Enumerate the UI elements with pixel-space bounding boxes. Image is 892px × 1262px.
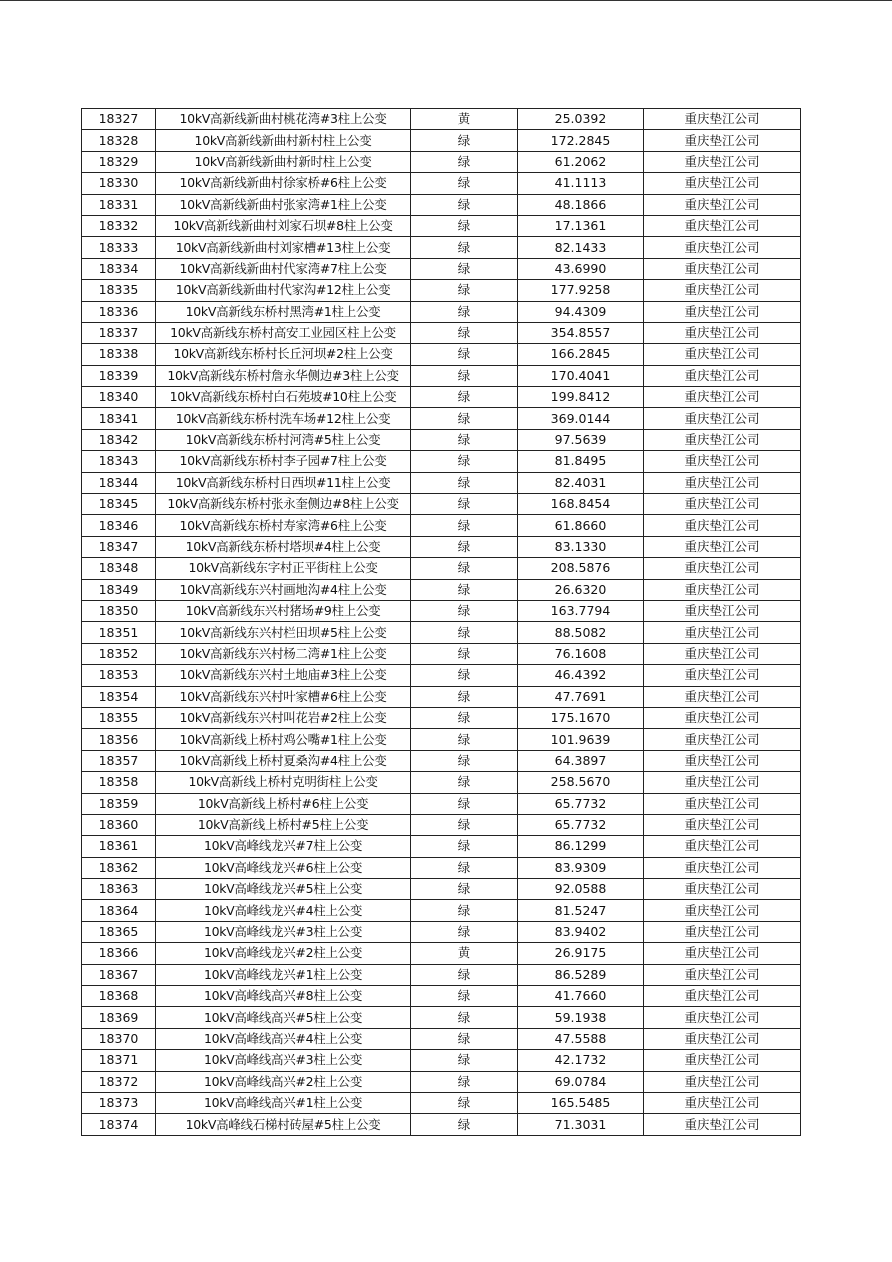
table-row <box>82 1114 801 1135</box>
load-value-cell: 71.3031 <box>518 1114 644 1135</box>
table-row <box>82 344 801 365</box>
transformer-name-cell: 10kV高峰线高兴#1柱上公变 <box>156 1092 411 1113</box>
transformer-name-cell: 10kV高新线东桥村黑湾#1柱上公变 <box>156 301 411 322</box>
status-color-cell: 绿 <box>411 921 518 942</box>
transformer-table <box>81 108 801 1136</box>
load-value-cell: 82.1433 <box>518 237 644 258</box>
company-cell: 重庆垫江公司 <box>644 151 801 172</box>
company-cell: 重庆垫江公司 <box>644 130 801 151</box>
transformer-name-cell: 10kV高新线东字村正平街柱上公变 <box>156 558 411 579</box>
status-color-cell: 绿 <box>411 365 518 386</box>
status-color-cell: 绿 <box>411 237 518 258</box>
load-value-cell: 64.3897 <box>518 750 644 771</box>
transformer-name-cell: 10kV高新线东桥村塔坝#4柱上公变 <box>156 536 411 557</box>
row-id-cell: 18350 <box>82 600 156 621</box>
row-id-cell: 18344 <box>82 472 156 493</box>
company-cell: 重庆垫江公司 <box>644 643 801 664</box>
status-color-cell: 绿 <box>411 600 518 621</box>
company-cell: 重庆垫江公司 <box>644 921 801 942</box>
load-value-cell: 165.5485 <box>518 1092 644 1113</box>
row-id-cell: 18362 <box>82 857 156 878</box>
load-value-cell: 166.2845 <box>518 344 644 365</box>
status-color-cell: 绿 <box>411 1114 518 1135</box>
table-row <box>82 643 801 664</box>
company-cell: 重庆垫江公司 <box>644 1050 801 1071</box>
status-color-cell: 绿 <box>411 643 518 664</box>
status-color-cell: 绿 <box>411 686 518 707</box>
status-color-cell: 绿 <box>411 665 518 686</box>
status-color-cell: 绿 <box>411 387 518 408</box>
row-id-cell: 18363 <box>82 879 156 900</box>
load-value-cell: 81.8495 <box>518 451 644 472</box>
status-color-cell: 绿 <box>411 536 518 557</box>
row-id-cell: 18338 <box>82 344 156 365</box>
transformer-name-cell: 10kV高峰线高兴#3柱上公变 <box>156 1050 411 1071</box>
table-row <box>82 729 801 750</box>
table-row <box>82 1071 801 1092</box>
table-row <box>82 451 801 472</box>
transformer-name-cell: 10kV高峰线龙兴#2柱上公变 <box>156 943 411 964</box>
row-id-cell: 18351 <box>82 622 156 643</box>
load-value-cell: 175.1670 <box>518 707 644 728</box>
transformer-name-cell: 10kV高新线上桥村克明街柱上公变 <box>156 772 411 793</box>
company-cell: 重庆垫江公司 <box>644 750 801 771</box>
company-cell: 重庆垫江公司 <box>644 515 801 536</box>
row-id-cell: 18361 <box>82 836 156 857</box>
load-value-cell: 369.0144 <box>518 408 644 429</box>
row-id-cell: 18346 <box>82 515 156 536</box>
table-row <box>82 194 801 215</box>
table-row <box>82 921 801 942</box>
load-value-cell: 41.1113 <box>518 173 644 194</box>
transformer-name-cell: 10kV高新线东兴村叶家槽#6柱上公变 <box>156 686 411 707</box>
row-id-cell: 18367 <box>82 964 156 985</box>
company-cell: 重庆垫江公司 <box>644 772 801 793</box>
company-cell: 重庆垫江公司 <box>644 429 801 450</box>
transformer-name-cell: 10kV高新线东兴村画地沟#4柱上公变 <box>156 579 411 600</box>
transformer-name-cell: 10kV高新线东兴村杨二湾#1柱上公变 <box>156 643 411 664</box>
load-value-cell: 17.1361 <box>518 215 644 236</box>
company-cell: 重庆垫江公司 <box>644 729 801 750</box>
transformer-name-cell: 10kV高新线上桥村鸡公嘴#1柱上公变 <box>156 729 411 750</box>
transformer-name-cell: 10kV高新线东兴村土地庙#3柱上公变 <box>156 665 411 686</box>
company-cell: 重庆垫江公司 <box>644 472 801 493</box>
company-cell: 重庆垫江公司 <box>644 258 801 279</box>
table-row <box>82 280 801 301</box>
load-value-cell: 48.1866 <box>518 194 644 215</box>
transformer-name-cell: 10kV高新线东兴村猪场#9柱上公变 <box>156 600 411 621</box>
transformer-name-cell: 10kV高峰线石梯村砖屋#5柱上公变 <box>156 1114 411 1135</box>
load-value-cell: 26.9175 <box>518 943 644 964</box>
transformer-name-cell: 10kV高新线新曲村新村柱上公变 <box>156 130 411 151</box>
row-id-cell: 18349 <box>82 579 156 600</box>
row-id-cell: 18371 <box>82 1050 156 1071</box>
company-cell: 重庆垫江公司 <box>644 451 801 472</box>
status-color-cell: 黄 <box>411 943 518 964</box>
status-color-cell: 绿 <box>411 793 518 814</box>
status-color-cell: 绿 <box>411 1092 518 1113</box>
table-row <box>82 494 801 515</box>
row-id-cell: 18335 <box>82 280 156 301</box>
status-color-cell: 绿 <box>411 772 518 793</box>
row-id-cell: 18358 <box>82 772 156 793</box>
company-cell: 重庆垫江公司 <box>644 964 801 985</box>
load-value-cell: 65.7732 <box>518 814 644 835</box>
table-row <box>82 686 801 707</box>
table-row <box>82 109 801 130</box>
status-color-cell: 绿 <box>411 194 518 215</box>
status-color-cell: 绿 <box>411 1028 518 1049</box>
status-color-cell: 绿 <box>411 964 518 985</box>
row-id-cell: 18332 <box>82 215 156 236</box>
table-row <box>82 515 801 536</box>
status-color-cell: 绿 <box>411 151 518 172</box>
load-value-cell: 170.4041 <box>518 365 644 386</box>
table-row <box>82 215 801 236</box>
transformer-name-cell: 10kV高新线东桥村高安工业园区柱上公变 <box>156 322 411 343</box>
status-color-cell: 绿 <box>411 258 518 279</box>
status-color-cell: 绿 <box>411 472 518 493</box>
transformer-name-cell: 10kV高峰线龙兴#5柱上公变 <box>156 879 411 900</box>
transformer-name-cell: 10kV高新线东桥村詹永华侧边#3柱上公变 <box>156 365 411 386</box>
status-color-cell: 绿 <box>411 215 518 236</box>
status-color-cell: 绿 <box>411 879 518 900</box>
transformer-name-cell: 10kV高新线东桥村张永奎侧边#8柱上公变 <box>156 494 411 515</box>
status-color-cell: 绿 <box>411 408 518 429</box>
status-color-cell: 绿 <box>411 515 518 536</box>
status-color-cell: 绿 <box>411 1071 518 1092</box>
transformer-name-cell: 10kV高新线上桥村#6柱上公变 <box>156 793 411 814</box>
load-value-cell: 168.8454 <box>518 494 644 515</box>
row-id-cell: 18339 <box>82 365 156 386</box>
status-color-cell: 绿 <box>411 301 518 322</box>
table-row <box>82 301 801 322</box>
load-value-cell: 46.4392 <box>518 665 644 686</box>
row-id-cell: 18329 <box>82 151 156 172</box>
table-row <box>82 429 801 450</box>
company-cell: 重庆垫江公司 <box>644 793 801 814</box>
load-value-cell: 86.1299 <box>518 836 644 857</box>
table-row <box>82 836 801 857</box>
transformer-name-cell: 10kV高峰线龙兴#3柱上公变 <box>156 921 411 942</box>
transformer-name-cell: 10kV高新线新曲村张家湾#1柱上公变 <box>156 194 411 215</box>
company-cell: 重庆垫江公司 <box>644 1007 801 1028</box>
company-cell: 重庆垫江公司 <box>644 173 801 194</box>
load-value-cell: 41.7660 <box>518 986 644 1007</box>
row-id-cell: 18359 <box>82 793 156 814</box>
status-color-cell: 绿 <box>411 1050 518 1071</box>
row-id-cell: 18337 <box>82 322 156 343</box>
table-row <box>82 707 801 728</box>
row-id-cell: 18372 <box>82 1071 156 1092</box>
table-row <box>82 173 801 194</box>
table-row <box>82 387 801 408</box>
transformer-name-cell: 10kV高新线东桥村李子园#7柱上公变 <box>156 451 411 472</box>
company-cell: 重庆垫江公司 <box>644 558 801 579</box>
row-id-cell: 18330 <box>82 173 156 194</box>
transformer-name-cell: 10kV高新线上桥村夏桑沟#4柱上公变 <box>156 750 411 771</box>
transformer-name-cell: 10kV高新线东兴村栏田坝#5柱上公变 <box>156 622 411 643</box>
status-color-cell: 绿 <box>411 451 518 472</box>
transformer-name-cell: 10kV高峰线龙兴#6柱上公变 <box>156 857 411 878</box>
row-id-cell: 18357 <box>82 750 156 771</box>
company-cell: 重庆垫江公司 <box>644 1028 801 1049</box>
transformer-name-cell: 10kV高新线上桥村#5柱上公变 <box>156 814 411 835</box>
status-color-cell: 绿 <box>411 729 518 750</box>
row-id-cell: 18327 <box>82 109 156 130</box>
row-id-cell: 18343 <box>82 451 156 472</box>
company-cell: 重庆垫江公司 <box>644 686 801 707</box>
status-color-cell: 绿 <box>411 579 518 600</box>
transformer-name-cell: 10kV高峰线龙兴#4柱上公变 <box>156 900 411 921</box>
load-value-cell: 42.1732 <box>518 1050 644 1071</box>
table-row <box>82 900 801 921</box>
status-color-cell: 黄 <box>411 109 518 130</box>
row-id-cell: 18353 <box>82 665 156 686</box>
table-row <box>82 258 801 279</box>
row-id-cell: 18360 <box>82 814 156 835</box>
load-value-cell: 59.1938 <box>518 1007 644 1028</box>
company-cell: 重庆垫江公司 <box>644 387 801 408</box>
load-value-cell: 65.7732 <box>518 793 644 814</box>
transformer-name-cell: 10kV高峰线高兴#2柱上公变 <box>156 1071 411 1092</box>
page-top-border <box>0 0 892 1</box>
load-value-cell: 208.5876 <box>518 558 644 579</box>
transformer-name-cell: 10kV高新线东桥村日西坝#11柱上公变 <box>156 472 411 493</box>
row-id-cell: 18374 <box>82 1114 156 1135</box>
status-color-cell: 绿 <box>411 280 518 301</box>
row-id-cell: 18340 <box>82 387 156 408</box>
table-row <box>82 130 801 151</box>
transformer-name-cell: 10kV高新线新曲村代家沟#12柱上公变 <box>156 280 411 301</box>
row-id-cell: 18355 <box>82 707 156 728</box>
company-cell: 重庆垫江公司 <box>644 707 801 728</box>
company-cell: 重庆垫江公司 <box>644 109 801 130</box>
company-cell: 重庆垫江公司 <box>644 1114 801 1135</box>
transformer-name-cell: 10kV高新线东桥村寿家湾#6柱上公变 <box>156 515 411 536</box>
company-cell: 重庆垫江公司 <box>644 857 801 878</box>
transformer-name-cell: 10kV高新线东桥村河湾#5柱上公变 <box>156 429 411 450</box>
company-cell: 重庆垫江公司 <box>644 301 801 322</box>
table-row <box>82 1092 801 1113</box>
status-color-cell: 绿 <box>411 900 518 921</box>
status-color-cell: 绿 <box>411 857 518 878</box>
row-id-cell: 18331 <box>82 194 156 215</box>
table-row <box>82 237 801 258</box>
row-id-cell: 18341 <box>82 408 156 429</box>
status-color-cell: 绿 <box>411 750 518 771</box>
company-cell: 重庆垫江公司 <box>644 900 801 921</box>
transformer-name-cell: 10kV高新线新曲村徐家桥#6柱上公变 <box>156 173 411 194</box>
row-id-cell: 18334 <box>82 258 156 279</box>
status-color-cell: 绿 <box>411 836 518 857</box>
transformer-name-cell: 10kV高峰线龙兴#1柱上公变 <box>156 964 411 985</box>
load-value-cell: 69.0784 <box>518 1071 644 1092</box>
load-value-cell: 92.0588 <box>518 879 644 900</box>
row-id-cell: 18336 <box>82 301 156 322</box>
status-color-cell: 绿 <box>411 622 518 643</box>
load-value-cell: 81.5247 <box>518 900 644 921</box>
table-row <box>82 365 801 386</box>
load-value-cell: 94.4309 <box>518 301 644 322</box>
transformer-name-cell: 10kV高峰线高兴#5柱上公变 <box>156 1007 411 1028</box>
row-id-cell: 18373 <box>82 1092 156 1113</box>
company-cell: 重庆垫江公司 <box>644 665 801 686</box>
company-cell: 重庆垫江公司 <box>644 536 801 557</box>
row-id-cell: 18347 <box>82 536 156 557</box>
load-value-cell: 83.9402 <box>518 921 644 942</box>
company-cell: 重庆垫江公司 <box>644 1092 801 1113</box>
table-row <box>82 322 801 343</box>
load-value-cell: 47.5588 <box>518 1028 644 1049</box>
row-id-cell: 18352 <box>82 643 156 664</box>
company-cell: 重庆垫江公司 <box>644 836 801 857</box>
status-color-cell: 绿 <box>411 558 518 579</box>
table-row <box>82 151 801 172</box>
table-row <box>82 964 801 985</box>
load-value-cell: 47.7691 <box>518 686 644 707</box>
status-color-cell: 绿 <box>411 986 518 1007</box>
table-row <box>82 772 801 793</box>
load-value-cell: 83.9309 <box>518 857 644 878</box>
row-id-cell: 18370 <box>82 1028 156 1049</box>
transformer-name-cell: 10kV高新线新曲村新时柱上公变 <box>156 151 411 172</box>
company-cell: 重庆垫江公司 <box>644 215 801 236</box>
status-color-cell: 绿 <box>411 494 518 515</box>
status-color-cell: 绿 <box>411 1007 518 1028</box>
status-color-cell: 绿 <box>411 322 518 343</box>
row-id-cell: 18328 <box>82 130 156 151</box>
company-cell: 重庆垫江公司 <box>644 344 801 365</box>
load-value-cell: 86.5289 <box>518 964 644 985</box>
load-value-cell: 354.8557 <box>518 322 644 343</box>
transformer-name-cell: 10kV高新线新曲村代家湾#7柱上公变 <box>156 258 411 279</box>
row-id-cell: 18354 <box>82 686 156 707</box>
load-value-cell: 177.9258 <box>518 280 644 301</box>
row-id-cell: 18364 <box>82 900 156 921</box>
transformer-name-cell: 10kV高新线东桥村白石苑坡#10柱上公变 <box>156 387 411 408</box>
status-color-cell: 绿 <box>411 707 518 728</box>
transformer-name-cell: 10kV高新线新曲村刘家石坝#8柱上公变 <box>156 215 411 236</box>
transformer-name-cell: 10kV高峰线龙兴#7柱上公变 <box>156 836 411 857</box>
company-cell: 重庆垫江公司 <box>644 814 801 835</box>
load-value-cell: 26.6320 <box>518 579 644 600</box>
row-id-cell: 18369 <box>82 1007 156 1028</box>
row-id-cell: 18342 <box>82 429 156 450</box>
status-color-cell: 绿 <box>411 344 518 365</box>
load-value-cell: 25.0392 <box>518 109 644 130</box>
load-value-cell: 88.5082 <box>518 622 644 643</box>
transformer-name-cell: 10kV高新线东兴村叫花岩#2柱上公变 <box>156 707 411 728</box>
table-row <box>82 1050 801 1071</box>
load-value-cell: 43.6990 <box>518 258 644 279</box>
load-value-cell: 101.9639 <box>518 729 644 750</box>
status-color-cell: 绿 <box>411 429 518 450</box>
load-value-cell: 83.1330 <box>518 536 644 557</box>
transformer-name-cell: 10kV高新线东桥村洗车场#12柱上公变 <box>156 408 411 429</box>
table-row <box>82 793 801 814</box>
load-value-cell: 172.2845 <box>518 130 644 151</box>
company-cell: 重庆垫江公司 <box>644 943 801 964</box>
row-id-cell: 18348 <box>82 558 156 579</box>
company-cell: 重庆垫江公司 <box>644 600 801 621</box>
table-row <box>82 558 801 579</box>
table-row <box>82 1007 801 1028</box>
row-id-cell: 18345 <box>82 494 156 515</box>
table-row <box>82 1028 801 1049</box>
load-value-cell: 163.7794 <box>518 600 644 621</box>
load-value-cell: 61.2062 <box>518 151 644 172</box>
row-id-cell: 18365 <box>82 921 156 942</box>
status-color-cell: 绿 <box>411 814 518 835</box>
row-id-cell: 18368 <box>82 986 156 1007</box>
transformer-name-cell: 10kV高峰线高兴#8柱上公变 <box>156 986 411 1007</box>
table-row <box>82 536 801 557</box>
company-cell: 重庆垫江公司 <box>644 579 801 600</box>
table-row <box>82 857 801 878</box>
row-id-cell: 18356 <box>82 729 156 750</box>
company-cell: 重庆垫江公司 <box>644 986 801 1007</box>
load-value-cell: 76.1608 <box>518 643 644 664</box>
company-cell: 重庆垫江公司 <box>644 1071 801 1092</box>
table-row <box>82 814 801 835</box>
table-row <box>82 472 801 493</box>
company-cell: 重庆垫江公司 <box>644 365 801 386</box>
table-row <box>82 986 801 1007</box>
table-body <box>82 109 801 1136</box>
table-row <box>82 750 801 771</box>
transformer-name-cell: 10kV高新线东桥村长丘河坝#2柱上公变 <box>156 344 411 365</box>
load-value-cell: 258.5670 <box>518 772 644 793</box>
transformer-name-cell: 10kV高新线新曲村桃花湾#3柱上公变 <box>156 109 411 130</box>
company-cell: 重庆垫江公司 <box>644 494 801 515</box>
table-row <box>82 943 801 964</box>
company-cell: 重庆垫江公司 <box>644 194 801 215</box>
company-cell: 重庆垫江公司 <box>644 322 801 343</box>
transformer-name-cell: 10kV高峰线高兴#4柱上公变 <box>156 1028 411 1049</box>
company-cell: 重庆垫江公司 <box>644 622 801 643</box>
load-value-cell: 199.8412 <box>518 387 644 408</box>
table-row <box>82 879 801 900</box>
load-value-cell: 82.4031 <box>518 472 644 493</box>
status-color-cell: 绿 <box>411 173 518 194</box>
load-value-cell: 61.8660 <box>518 515 644 536</box>
table-row <box>82 665 801 686</box>
table-row <box>82 579 801 600</box>
company-cell: 重庆垫江公司 <box>644 879 801 900</box>
status-color-cell: 绿 <box>411 130 518 151</box>
row-id-cell: 18333 <box>82 237 156 258</box>
table-row <box>82 622 801 643</box>
company-cell: 重庆垫江公司 <box>644 280 801 301</box>
table-row <box>82 600 801 621</box>
row-id-cell: 18366 <box>82 943 156 964</box>
company-cell: 重庆垫江公司 <box>644 237 801 258</box>
table-row <box>82 408 801 429</box>
transformer-name-cell: 10kV高新线新曲村刘家槽#13柱上公变 <box>156 237 411 258</box>
load-value-cell: 97.5639 <box>518 429 644 450</box>
company-cell: 重庆垫江公司 <box>644 408 801 429</box>
